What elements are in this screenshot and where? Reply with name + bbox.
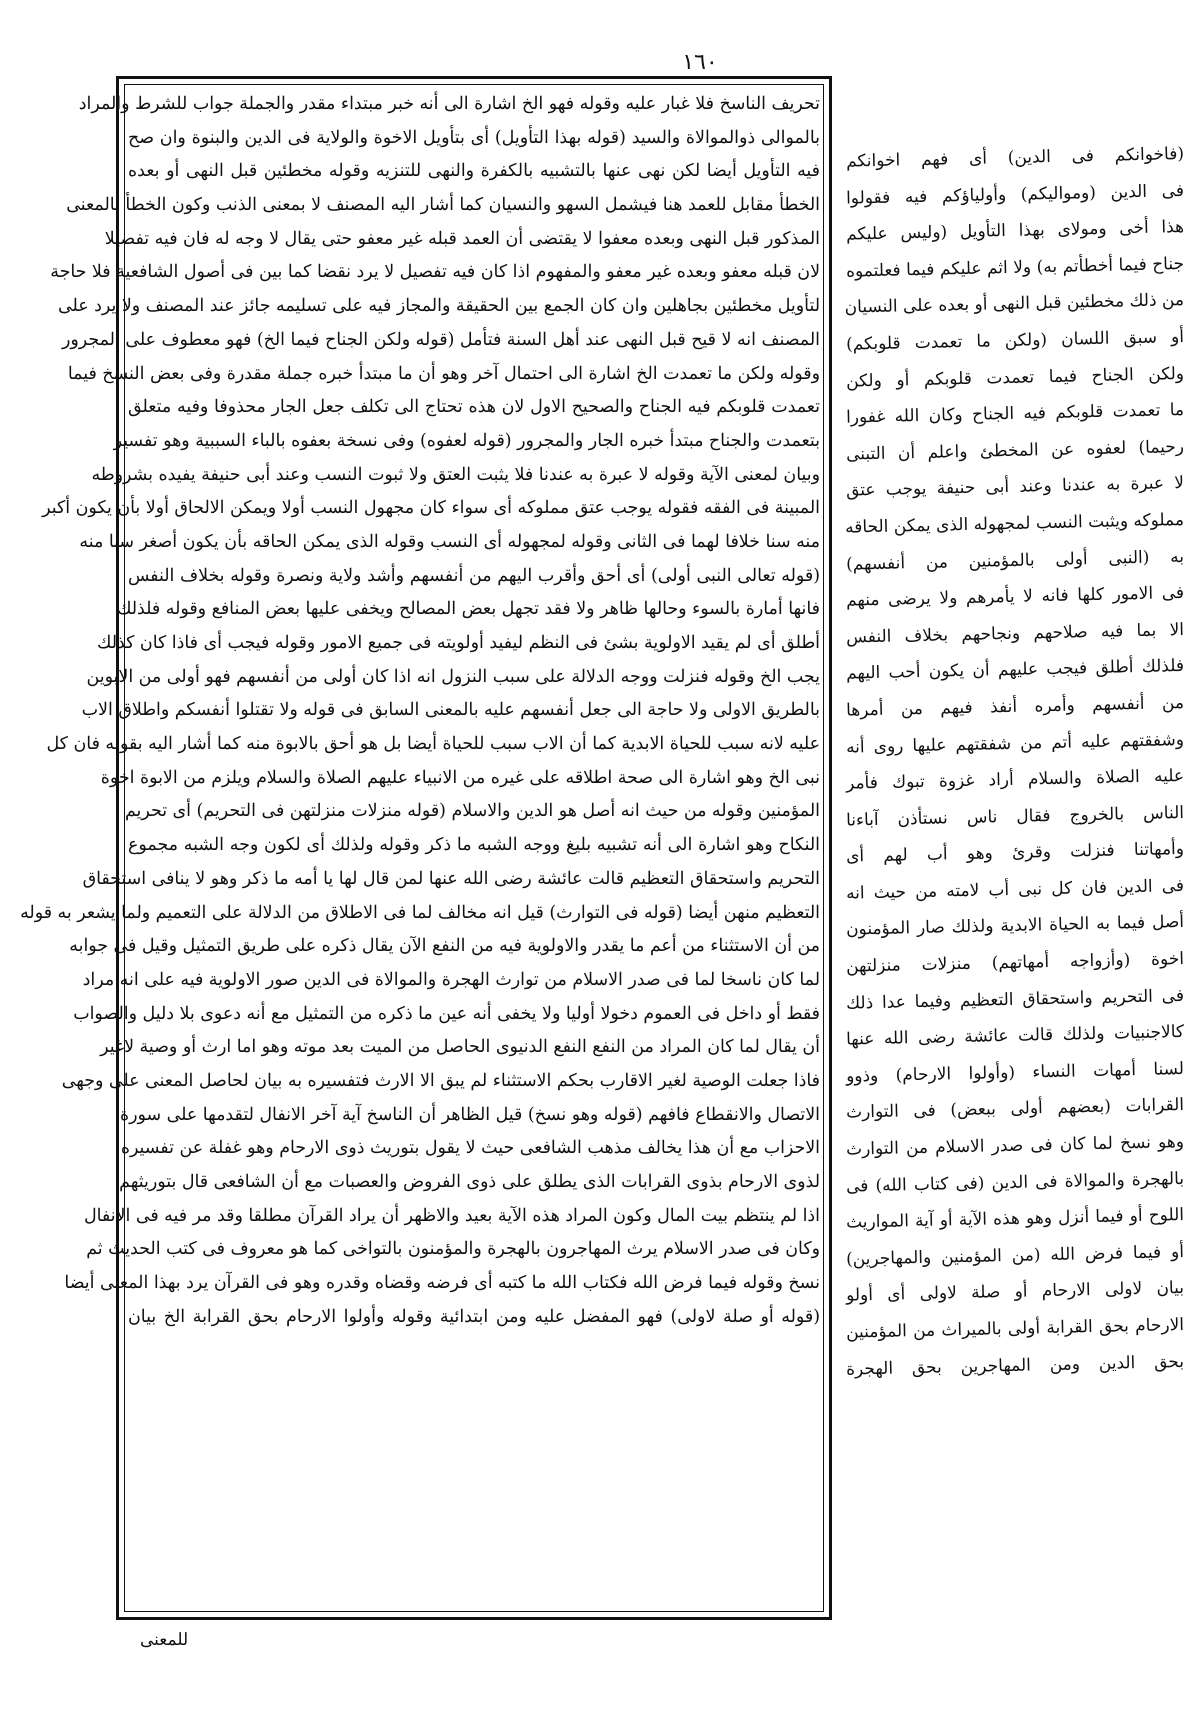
margin-text-line: لسنا أمهات النساء (وأولوا الارحام) وذوو [845,1058,1185,1087]
margin-text-line: كالاجنبيات ولذلك قالت عائشة رضى الله عنها [845,1022,1185,1050]
main-text-line: عليه لانه سبب للحياة الابدية كما أن الاب سبب للحياة أيضا بل هو أحق بالابوة منه كما أشار اليه بقوله فان كل [46,734,820,755]
main-text-line: أطلق أى لم يقيد الاولوية بشئ فى النظم ليفيد أولويته فى جميع الامور وقوله فيجب أى فاذا كان كذلك [97,633,820,653]
margin-text-line: فى الدين فان كل نبى أب لامته من حيث انه [845,875,1185,904]
main-text-line: المؤمنين وقوله من حيث انه أصل هو الدين والاسلام (قوله منزلات منزلتهن فى التحريم) أى تحريم [124,801,820,822]
main-text-line: المذكور قبل النهى وبعده معفوا لا يقتضى أن العمد قبله غير معفو حتى يقال لا وجه له فان فيه تفصيلا [104,228,820,249]
margin-text-line: بيان لاولى الارحام أو صلة لاولى أى أولو [845,1278,1185,1307]
main-text-line: لذوى الارحام بذوى القرابات الذى يطلق على ذوى الفروض والعصبات مع أن الشافعى قال بتوريثهم [119,1172,820,1192]
margin-text-line: الارحام بحق القرابة أولى بالميراث من المؤمنين [845,1315,1185,1343]
margin-text-line: رحيما) لعفوه عن المخطئ واعلم أن التبنى [845,436,1185,465]
main-text-line: وقوله ولكن ما تعمدت الخ اشارة الى احتمال آخر وهو أن ما مبتدأ خبره جملة مقدرة وفى بعض النسخ فيما [67,363,820,384]
margin-text-line: من أنفسهم وأمره أنفذ فيهم من أمرها [845,692,1185,721]
main-text-line: من أن الاستثناء من أعم ما يقدر والاولوية فيه من النفع الآن يقال ذكره على طريق التمثيل وقيل فى جوابه [69,936,820,957]
main-text-line: منه سنا خلافا لهما فى الثانى وقوله لمجهوله أى النسب وقوله الذى يمكن الحاقه بأن يكون أصغر سنا منه [79,531,820,552]
margin-text-line: الا بما فيه صلاحهم ونجاحهم بخلاف النفس [845,619,1185,648]
main-commentary-column [20,88,820,1608]
margin-text-line: وهو نسخ لما كان فى صدر الاسلام من التوارث [845,1132,1185,1160]
margin-text-line: ولكن الجناح فيما تعمدت قلوبكم أو ولكن [845,363,1185,392]
margin-text-line: لا عبرة به عندنا وعند أبى حنيفة يوجب عتق [845,473,1185,502]
main-text-line: فيه التأويل أيضا لكن نهى عنها بالتشبيه بالكفرة والنهى للتنزيه وقوله مخطئين قبل النهى أو بعده [128,161,820,182]
margin-commentary-column [846,136,1184,1656]
main-text-line: الاتصال والانقطاع فافهم (قوله وهو نسخ) قيل الظاهر أن الناسخ آية آخر الانفال لتقدمها على سورة [120,1104,820,1125]
margin-text-line: أو سبق اللسان (ولكن ما تعمدت قلوبكم) [845,326,1185,355]
margin-text-line: جناح فيما أخطأتم به) ولا اثم عليكم فيما فعلتموه [845,253,1185,282]
margin-text-line: فى الدين (ومواليكم) وأولياؤكم فيه فقولوا [845,180,1185,209]
main-text-line: فاذا جعلت الوصية لغير الاقارب بحكم الاستثناء لم يبق الا الارث فتفسيره به بيان لحاصل المعنى على وجهى [61,1070,820,1091]
main-text-line: أن يقال لما كان المراد من النفع النفع الدنيوى الحاصل من الميت بعد موته وهو اما ارث أو وصية لاغير [100,1037,820,1058]
main-text-line: (قوله أو صلة لاولى) فهو المفضل عليه ومن ابتدائية وقوله وأولوا الارحام بحق القرابة الخ بيان [128,1306,820,1327]
margin-text-line: اخوة (وأزواجه أمهاتهم) منزلات منزلتهن [845,949,1185,977]
main-text-line: الاحزاب مع أن هذا يخالف مذهب الشافعى حيث لا يقول بتوريث ذوى الارحام وهو غفلة عن تفسيره [120,1138,820,1159]
margin-text-line: بالهجرة والموالاة فى الدين (فى كتاب الله) فى [845,1168,1185,1197]
main-text-line: يجب الخ وقوله فنزلت ووجه الدلالة على سبب النزول انه اذا كان أولى من أنفسهم فهو أولى من الابوين [86,666,820,687]
main-text-line: فانها أمارة بالسوء وحالها ظاهر ولا فقد تجهل بعض المصالح ويخفى عليها بعض المنافع وقوله فلذلك [117,599,820,620]
main-text-line: وكان فى صدر الاسلام يرث المهاجرون بالهجرة والمؤمنون بالتواخى كما هو معروف فى كتب الحديث ثم [86,1239,820,1260]
main-text-line: تحريف الناسخ فلا غبار عليه وقوله فهو الخ اشارة الى أنه خبر مبتداء مقدر والجملة جواب للشرط والمراد [78,94,820,114]
margin-text-line: أصل فيما به الحياة الابدية ولذلك صار المؤمنون [845,912,1185,941]
catchword: للمعنى [140,1630,189,1650]
margin-text-line: به (النبى أولى بالمؤمنين من أنفسهم) [845,546,1185,575]
margin-text-line: اللوح أو فيما أنزل وهو هذه الآية أو آية المواريث [845,1205,1185,1233]
main-text-line: وبيان لمعنى الآية وقوله لا عبرة به عندنا فلا يثبت العتق ولا ثبوت النسب وعند أبى حنيفة يفيده بشروطه [91,464,820,485]
margin-text-line: من ذلك مخطئين قبل النهى أو بعده على النسيان [844,290,1185,319]
page-number: ١٦٠ [682,50,718,75]
main-text-line: لان قبله معفو وبعده غير معفو والمفهوم اذا كان فيه تفصيل لا يرد نقضا كما بين فى أصول الشافعية فلا حاجة [50,262,820,283]
margin-text-line: هذا أخى ومولاى بهذا التأويل (وليس عليكم [845,217,1185,245]
main-text-line: التعظيم منهن أيضا (قوله فى التوارث) قيل انه مخالف لما فى الاطلاق من الدلالة على التعميم ولما يشعر به قوله [20,902,820,923]
margin-text-line: وشفقتهم عليه أتم من شفقتهم عليها روى أنه [845,729,1185,758]
main-text-line: لما كان ناسخا لما فى صدر الاسلام من توارث الهجرة والموالاة فى الدين صور الاولوية فيه على انه مراد [82,969,820,990]
margin-text-line: ما تعمدت قلوبكم فيه الجناح وكان الله غفورا [845,400,1185,428]
margin-text-line: القرابات (بعضهم أولى ببعض) فى التوارث [845,1095,1185,1124]
margin-text-line: عليه الصلاة والسلام أراد غزوة تبوك فأمر [845,766,1185,794]
main-text-line: المبينة فى الفقه فقوله يوجب عتق مملوكه أى سواء كان مجهول النسب أولا ويمكن الالحاق أولا بأن يكون أكبر [42,498,820,519]
main-text-line: (قوله تعالى النبى أولى) أى أحق وأقرب اليهم من أنفسهم وأشد ولاية ونصرة وقوله بخلاف النفس [128,565,820,586]
main-text-line: اذا لم ينتظم بيت المال وكون المراد هذه الآية بعيد والاظهر أن يراد القرآن مطلقا وقد مر فيه فى الانفال [83,1205,820,1226]
main-text-line: فقط أو داخل فى العموم دخولا أوليا ولا يخفى أنه عين ما ذكره من التمثيل مع أنه دعوى بلا دليل والصواب [73,1003,820,1024]
margin-text-line: فلذلك أطلق فيجب عليهم أن يكون أحب اليهم [845,656,1185,684]
main-text-line: نبى الخ وهو اشارة الى صحة اطلاقه على غيره من الانبياء عليهم الصلاة والسلام ويلزم من الابوة اخوة [100,767,820,788]
main-text-line: المصنف انه لا قيح قبل النهى عند أهل السنة فتأمل (قوله ولكن الجناح فيما الخ) فهو معطوف على المجرور [62,329,820,350]
main-text-line: بالطريق الاولى ولا حاجة الى جعل أنفسهم عليه بالمعنى السابق فى قوله ولا تقتلوا أنفسكم واطلاق الاب [81,700,820,721]
margin-text-line: فى الامور كلها فانه لا يأمرهم ولا يرضى منهم [845,583,1185,611]
margin-text-line: وأمهاتنا فنزلت وقرئ وهو أب لهم أى [845,839,1185,867]
main-text-line: نسخ وقوله فيما فرض الله فكتاب الله ما كتبه أى فرضه وقضاه وقدره وهو فى القرآن يرد بهذا المعنى أيضا [64,1273,820,1294]
margin-text-line: (فاخوانكم فى الدين) أى فهم اخوانكم [845,144,1185,172]
main-text-line: بتعمدت والجناح مبتدأ خبره الجار والمجرور (قوله لعفوه) وفى نسخة بعفوه بالباء السببية وهو تفسير [113,430,820,451]
main-text-line: بالموالى ذوالموالاة والسيد (قوله بهذا التأويل) أى بتأويل الاخوة والولاية فى الدين والبنوة وان صح [128,127,820,148]
main-text-line: الخطأ مقابل للعمد هنا فيشمل السهو والنسيان كما أشار اليه المصنف لا بمعنى الذنب وكون الخطأ بالمعنى [66,195,820,216]
main-text-line: التحريم واستحقاق التعظيم قالت عائشة رضى الله عنها لمن قال لها يا أمه ما ذكر وهو لا ينافى استحقاق [82,868,820,889]
margin-text-line: بحق الدين ومن المهاجرين بحق الهجرة [845,1351,1185,1380]
main-text-line: لتأويل مخطئين بجاهلين وان كان الجمع بين الحقيقة والمجاز فيه على تسليمه جائز عند المصنف ولا يرد على [57,296,820,317]
margin-text-line: الناس بالخروج فقال ناس نستأذن آباءنا [845,802,1185,831]
margin-text-line: فى التحريم واستحقاق التعظيم وفيما عدا ذلك [845,985,1185,1014]
main-text-line: تعمدت قلوبكم فيه الجناح والصحيح الاول لان هذه تحتاج الى تكلف جعل الجار محذوفا وفيه متعلق [128,397,820,418]
main-text-line: النكاح وهو اشارة الى أنه تشبيه بليغ ووجه الشبه ما ذكر وقوله ولذلك أى لكون وجه الشبه مجموع [128,835,820,856]
margin-text-line: أو فيما فرض الله (من المؤمنين والمهاجرين) [845,1241,1185,1270]
margin-text-line: مملوكه ويثبت النسب لمجهوله الذى يمكن الحاقه [844,509,1185,538]
